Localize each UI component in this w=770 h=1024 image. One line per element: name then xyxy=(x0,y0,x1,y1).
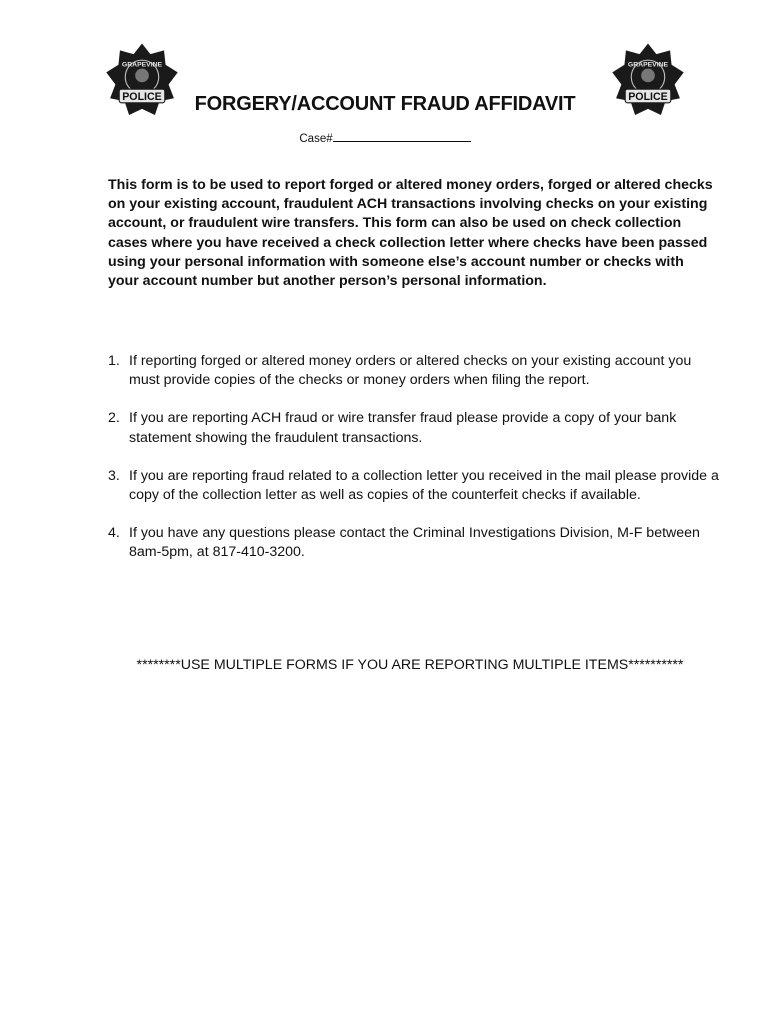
footer-note: ********USE MULTIPLE FORMS IF YOU ARE REPORTING MULTIPLE ITEMS********** xyxy=(136,657,684,673)
badge-bottom-text: POLICE xyxy=(122,90,162,103)
list-item-text: If you are reporting ACH fraud or wire transfer fraud please provide a copy of your bank statement showing the fraudulent transactions. xyxy=(129,410,677,446)
intro-paragraph: This form is to be used to report forged or altered money orders, forged or altered checks on your existing account, fraudulent ACH transactions involving checks on your existing account, or fraudulent wire transfers. This form can also be used on check collection cases where you have received a check collection letter where checks have been passed using your personal information with someone else’s account number or checks with your account number but another person’s personal information. xyxy=(108,177,713,290)
list-item xyxy=(108,467,723,505)
case-number-field xyxy=(0,130,770,145)
list-item xyxy=(108,409,723,447)
list-item-text: If you are reporting fraud related to a collection letter you received in the mail please provide a copy of the collection letter as well as copies of the counterfeit checks if available. xyxy=(129,467,719,504)
list-item-text: If reporting forged or altered money orders or altered checks on your existing account you must provide copies of the checks or money orders when filing the report. xyxy=(129,353,692,389)
list-item xyxy=(108,352,723,390)
list-item-number: 4. xyxy=(108,525,120,542)
list-item-number: 2. xyxy=(108,410,120,427)
case-number-blank xyxy=(333,130,471,142)
badge-top-text: GRAPEVINE xyxy=(627,61,669,69)
list-item-text: If you have any questions please contact the Criminal Investigations Division, M-F between 8am-5pm, at 817-410-3200. xyxy=(129,525,700,561)
case-number-label: Case# xyxy=(299,133,333,145)
badge-top-text: GRAPEVINE xyxy=(121,61,163,69)
document-title: FORGERY/ACCOUNT FRAUD AFFIDAVIT xyxy=(194,93,576,115)
badge-bottom-text: POLICE xyxy=(628,90,668,103)
instruction-list xyxy=(108,352,723,582)
list-item-number: 1. xyxy=(108,353,120,369)
list-item xyxy=(108,524,723,562)
list-item-number: 3. xyxy=(108,467,120,484)
